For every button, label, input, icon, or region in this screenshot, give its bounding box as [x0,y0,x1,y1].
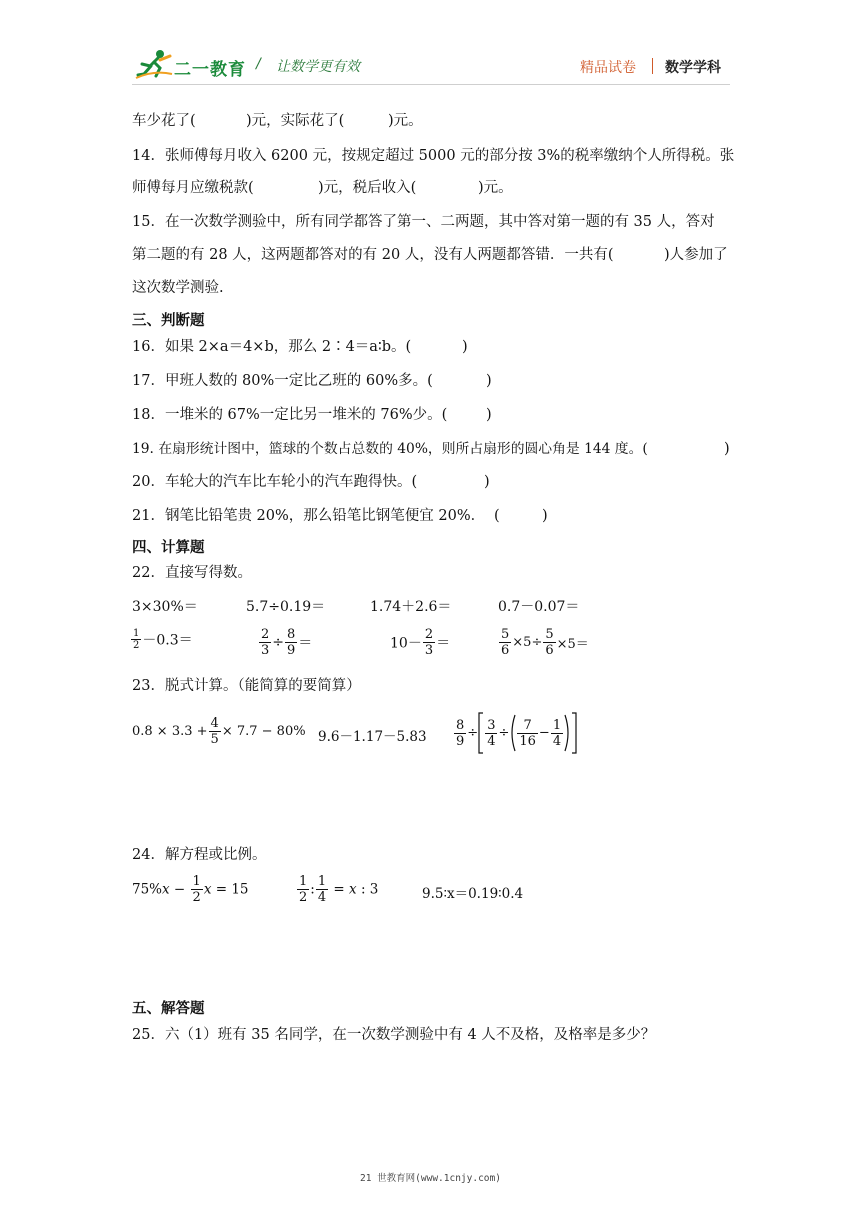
q19-close: ) [724,441,730,457]
fraction: $\frac{1}{2}$ [192,874,201,905]
q22-expr-4: 0.7－0.07＝ [498,599,580,615]
left-paren-icon [509,714,516,752]
page-footer: 21 世教育网(www.1cnjy.com) [360,1173,501,1184]
fraction: $\frac{2}{3}$ [261,627,270,658]
q23-expr-2: 9.6－1.17－5.83 [318,729,427,745]
fraction: $\frac{5}{6}$ [501,627,510,658]
q14-line-2c: )元。 [478,180,513,196]
header-label-quality: 精品试卷 [580,60,636,76]
q15-line-1: 15．在一次数学测验中，所有同学都答了第一、二两题，其中答对第一题的有 35 人，答对 [132,214,715,230]
q22-expr-8: $\frac{5}{6}$ ×5÷ $\frac{5}{6}$ ×5＝ [501,627,589,658]
fraction: $\frac{5}{6}$ [545,627,554,658]
q22-expr-1: 3×30%＝ [132,599,198,615]
q14-line-2a: 师傅每月应缴税款( [132,180,254,196]
fraction: $\frac{3}{4}$ [487,717,496,749]
section-3-heading: 三、判断题 [132,313,205,329]
q21-open: ( [494,508,500,524]
left-square-bracket-icon [478,712,484,754]
q14-line-2b: )元，税后收入( [318,180,417,196]
q18-text: 18．一堆米的 67%一定比另一堆米的 76%少。( [132,407,448,423]
slogan: 让数学更有效 [276,59,360,75]
fraction: $\frac{4}{5}$ [210,716,219,747]
header-label-subject: 数学学科 [665,60,721,76]
q22-expr-7: 10－ $\frac{2}{3}$ ＝ [390,627,451,658]
fraction: $\frac{8}{9}$ [287,627,296,658]
header-divider [652,58,653,74]
q14-line-1: 14．张师傅每月收入 6200 元，按规定超过 5000 元的部分按 3%的税率缴纳个人所得税。张 [132,148,735,164]
q22-expr-5: $\frac{1}{2}$ －0.3＝ [133,628,193,651]
right-paren-icon [564,714,571,752]
q19-text: 19. 在扇形统计图中，篮球的个数占总数的 40%，则所占扇形的圆心角是 144 度。( [132,441,648,457]
q24-expr-3: 9.5∶x＝0.19∶0.4 [422,886,524,902]
section-4-heading: 四、计算题 [132,540,205,556]
q20-close: ) [484,474,490,490]
fraction: $\frac{7}{16}$ [519,717,536,749]
q22-title: 22．直接写得数。 [132,565,252,581]
fraction: $\frac{1}{2}$ [299,874,308,905]
q15-line-3: 这次数学测验. [132,280,224,296]
q20-text: 20．车轮大的汽车比车轮小的汽车跑得快。( [132,474,418,490]
fraction: $\frac{2}{3}$ [424,627,434,658]
q24-title: 24．解方程或比例。 [132,847,267,863]
right-square-bracket-icon [571,712,577,754]
header-rule [132,84,730,85]
q16-text: 16．如果 2×a＝4×b，那么 2∶4＝a∶b。( [132,339,412,355]
runner-logo-icon [134,48,174,80]
fraction: $\frac{1}{4}$ [317,874,327,905]
section-5-heading: 五、解答题 [132,1001,205,1017]
q23-expr-3: $\frac{8}{9}$ ÷ $\frac{3}{4}$ ÷ $\frac{7}{16}$ − $\frac{1}{4}$ [453,712,577,754]
q23-expr-1: 0.8 × 3.3 + $\frac{4}{5}$ × 7.7 − 80% [132,716,306,747]
q17-text: 17．甲班人数的 80%一定比乙班的 60%多。( [132,373,433,389]
fraction: $\frac{1}{2}$ [133,628,140,651]
q13-text-1: 车少花了( [132,113,196,129]
q21-close: ) [542,508,548,524]
brand-logo-text: 二一教育 [174,60,246,80]
q16-close: ) [462,339,468,355]
q24-expr-2: $\frac{1}{2}$ : $\frac{1}{4}$ = x : 3 [299,874,379,905]
q24-expr-1: 75%x − $\frac{1}{2}$ x = 15 [132,874,249,905]
slogan-slash: / [256,56,261,72]
q21-text: 21．钢笔比铅笔贵 20%，那么铅笔比钢笔便宜 20%． [132,508,486,524]
q22-expr-6: $\frac{2}{3}$ ÷ $\frac{8}{9}$ ＝ [261,627,313,658]
q13-text-2: )元，实际花了( [246,113,345,129]
q13-text-3: )元。 [388,113,423,129]
q15-line-2b: )人参加了 [664,247,728,263]
fraction: $\frac{8}{9}$ [456,717,465,749]
q22-expr-3: 1.74＋2.6＝ [370,599,452,615]
q17-close: ) [486,373,492,389]
q23-title: 23．脱式计算。（能简算的要简算） [132,678,361,694]
q15-line-2a: 第二题的有 28 人，这两题都答对的有 20 人，没有人两题都答错．一共有( [132,247,614,263]
fraction: $\frac{1}{4}$ [552,717,562,749]
q22-expr-2: 5.7÷0.19＝ [246,599,326,615]
q25-text: 25．六（1）班有 35 名同学，在一次数学测验中有 4 人不及格，及格率是多少？ [132,1027,656,1043]
q18-close: ) [486,407,492,423]
